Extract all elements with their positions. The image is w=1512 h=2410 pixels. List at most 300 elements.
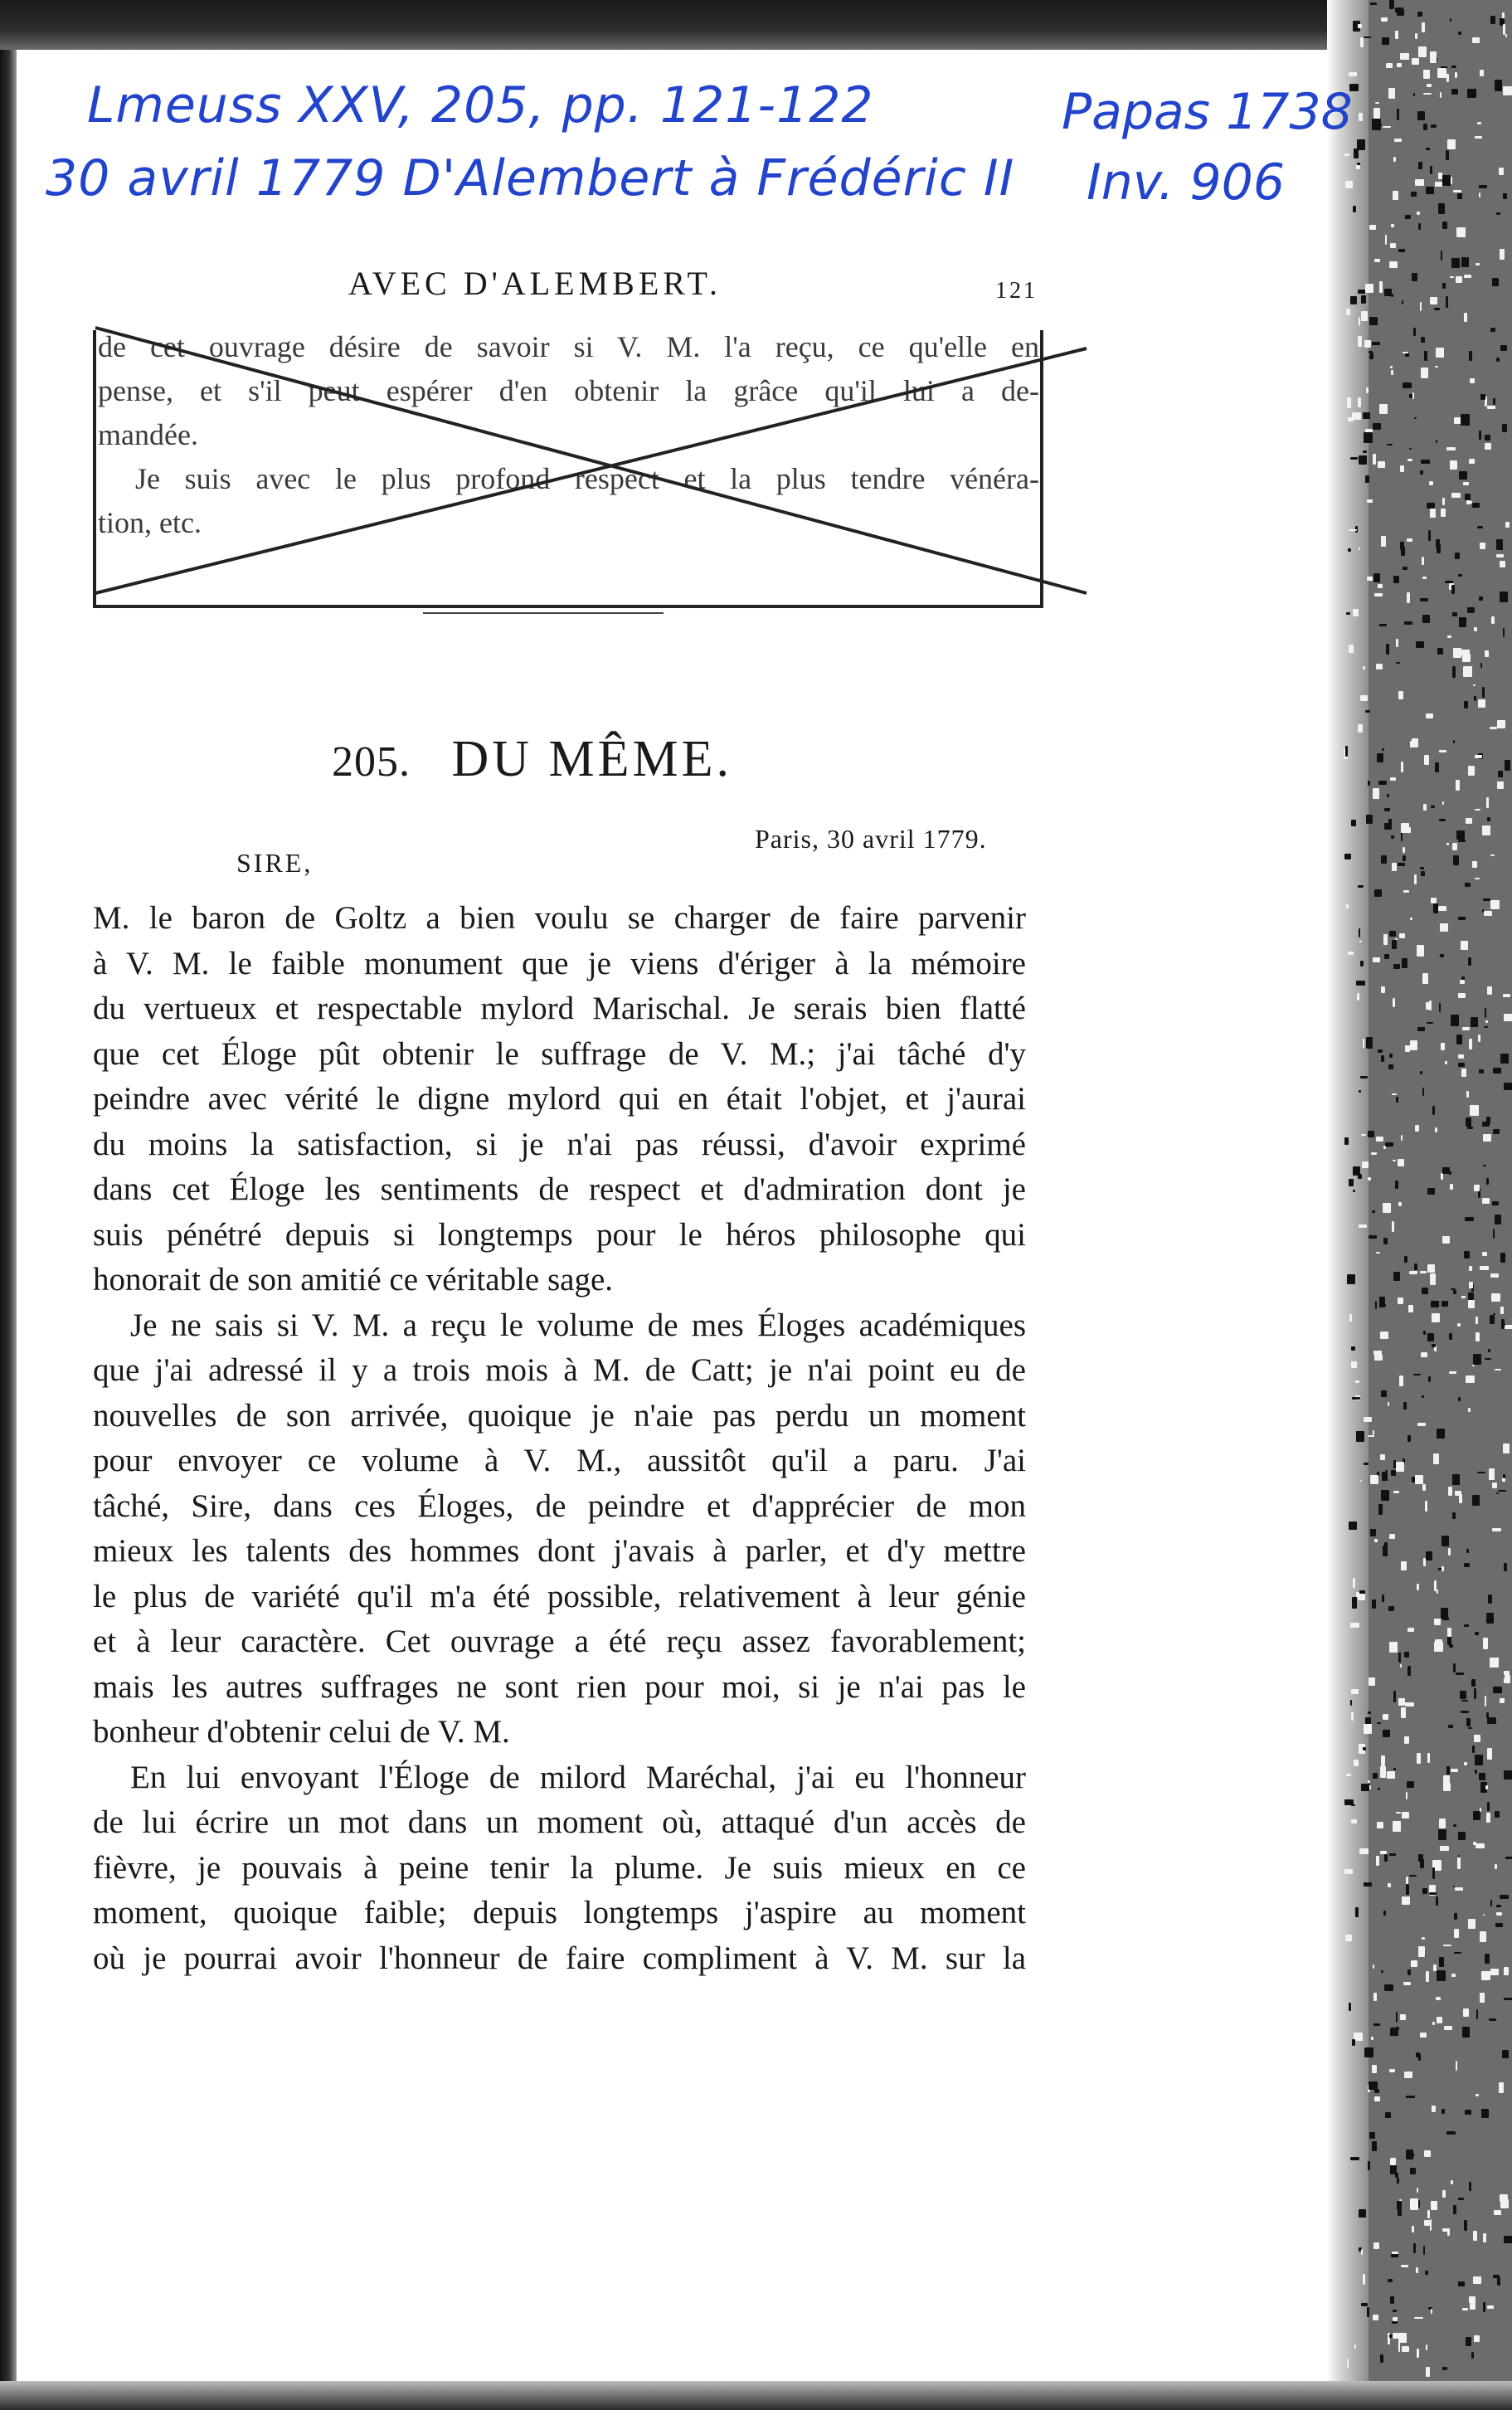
scan-speck xyxy=(1361,1134,1366,1136)
scan-speck xyxy=(1479,185,1487,188)
scan-speck xyxy=(1460,1691,1467,1700)
scan-speck xyxy=(1493,1229,1495,1238)
scan-speck xyxy=(1462,1027,1470,1030)
scan-speck xyxy=(1417,111,1426,120)
scan-speck xyxy=(1377,1822,1383,1828)
scan-speck xyxy=(1456,1035,1461,1044)
scan-speck xyxy=(1463,666,1472,677)
scan-speck xyxy=(1475,1755,1483,1765)
scan-speck xyxy=(1434,1580,1437,1591)
scan-speck xyxy=(1373,2242,1379,2248)
scan-speck xyxy=(1350,1623,1359,1627)
scan-speck xyxy=(1378,1504,1383,1516)
scan-speck xyxy=(1457,1323,1461,1326)
scan-right-margin-edge xyxy=(1327,0,1369,2410)
scan-speck xyxy=(1466,1375,1475,1383)
scan-speck xyxy=(1505,34,1507,38)
scan-speck xyxy=(1363,412,1370,419)
scan-speck xyxy=(1465,2110,1471,2115)
scan-speck xyxy=(1380,1851,1387,1854)
scan-speck xyxy=(1432,1867,1435,1879)
scan-speck xyxy=(1405,353,1409,357)
scan-speck xyxy=(1409,1875,1417,1877)
scan-speck xyxy=(1392,863,1397,871)
scan-speck xyxy=(1503,193,1508,198)
scan-speck xyxy=(1487,817,1490,821)
scan-speck xyxy=(1492,1483,1496,1489)
scan-speck xyxy=(1457,193,1462,200)
scan-speck xyxy=(1358,24,1362,29)
scan-speck xyxy=(1438,173,1442,179)
scan-speck xyxy=(1398,1159,1404,1166)
scan-speck xyxy=(1464,313,1467,322)
scan-speck xyxy=(1354,2344,1356,2349)
scan-speck xyxy=(1418,1946,1425,1957)
scan-speck xyxy=(1380,1332,1388,1339)
scan-speck xyxy=(1502,2050,1510,2058)
body-line: nouvelles de son arrivée, quoique je n'aie pas perdu un moment xyxy=(93,1397,1026,1434)
scan-speck xyxy=(1497,781,1504,789)
scan-speck xyxy=(1381,986,1385,993)
scan-speck xyxy=(1490,1315,1495,1324)
scan-speck xyxy=(1492,278,1499,286)
scan-speck xyxy=(1454,1952,1461,1955)
scan-speck xyxy=(1407,1666,1411,1676)
crossed-line: tion, etc. xyxy=(98,506,202,539)
scan-speck xyxy=(1442,498,1445,505)
scan-speck xyxy=(1389,1534,1395,1539)
scan-speck xyxy=(1392,1093,1398,1095)
scan-speck xyxy=(1398,1298,1403,1304)
scan-speck xyxy=(1492,1201,1500,1206)
scan-speck xyxy=(1367,2307,1369,2317)
scan-speck xyxy=(1476,1332,1480,1342)
scan-speck xyxy=(1493,1129,1500,1134)
scan-speck xyxy=(1474,1735,1481,1742)
scan-speck xyxy=(1368,1177,1371,1181)
scan-speck xyxy=(1369,317,1377,325)
scan-speck xyxy=(1423,1558,1425,1566)
scan-speck xyxy=(1479,1773,1485,1780)
scan-speck xyxy=(1392,940,1397,949)
body-line: bonheur d'obtenir celui de V. M. xyxy=(93,1714,510,1750)
scan-speck xyxy=(1454,1929,1460,1938)
scan-speck xyxy=(1487,986,1492,995)
scan-speck xyxy=(1373,108,1380,119)
scan-speck xyxy=(1356,981,1365,986)
scan-speck xyxy=(1374,593,1383,596)
scan-speck xyxy=(1475,136,1482,139)
scan-speck xyxy=(1430,297,1438,304)
scan-speck xyxy=(1424,351,1427,362)
scan-speck xyxy=(1466,818,1472,824)
scan-speck xyxy=(1372,1599,1376,1609)
scan-speck xyxy=(1496,358,1500,361)
scan-speck xyxy=(1495,1369,1501,1371)
scan-speck xyxy=(1434,1619,1441,1625)
scan-speck xyxy=(1404,1256,1407,1263)
scan-speck xyxy=(1481,2109,1489,2118)
scan-speck xyxy=(1386,644,1389,655)
scan-speck xyxy=(1369,1235,1377,1239)
scan-speck xyxy=(1454,1913,1458,1920)
scan-speck xyxy=(1417,2188,1418,2193)
scan-speck xyxy=(1393,1821,1401,1832)
scan-speck xyxy=(1358,724,1363,733)
body-line: suis pénétré depuis si longtemps pour le héros philosophe qui xyxy=(93,1216,1026,1253)
scan-speck xyxy=(1397,2178,1399,2184)
scan-speck xyxy=(1462,2027,1471,2038)
scan-speck xyxy=(1410,918,1413,919)
scan-speck xyxy=(1350,457,1358,460)
scan-speck xyxy=(1430,1273,1437,1285)
body-line: honorait de son amitié ce véritable sage. xyxy=(93,1262,614,1298)
scan-speck xyxy=(1490,854,1495,857)
scan-speck xyxy=(1416,2052,1420,2057)
scan-speck xyxy=(1438,1829,1447,1840)
scan-speck xyxy=(1344,1137,1349,1145)
scan-speck xyxy=(1362,1161,1369,1168)
scan-speck xyxy=(1391,370,1393,375)
scan-speck xyxy=(1480,1993,1485,2003)
annotation-archive: Papas 1738 xyxy=(1062,83,1353,141)
scan-speck xyxy=(1410,2198,1418,2209)
scan-speck xyxy=(1489,1468,1495,1480)
scan-speck xyxy=(1393,191,1399,200)
scan-speck xyxy=(1503,628,1505,637)
scan-speck xyxy=(1417,1753,1421,1764)
scan-speck xyxy=(1436,1997,1441,2000)
scan-speck xyxy=(1373,1430,1374,1435)
scan-speck xyxy=(1448,1487,1452,1496)
scan-speck xyxy=(1502,424,1507,433)
scan-speck xyxy=(1479,1069,1484,1074)
scan-speck xyxy=(1449,1171,1451,1175)
scan-speck xyxy=(1349,529,1357,531)
scan-speck xyxy=(1446,296,1448,307)
scan-speck xyxy=(1393,157,1396,162)
scan-speck xyxy=(1486,1178,1488,1185)
scan-speck xyxy=(1371,1152,1377,1155)
scan-speck xyxy=(1450,18,1451,22)
scan-speck xyxy=(1350,296,1357,304)
scan-speck xyxy=(1428,530,1431,540)
scan-speck xyxy=(1450,1184,1453,1190)
scan-speck xyxy=(1384,1854,1388,1862)
scan-speck xyxy=(1431,2309,1433,2314)
scan-speck xyxy=(1422,1484,1425,1491)
scan-speck xyxy=(1476,263,1480,265)
body-line: que cet Éloge pût obtenir le suffrage de V. M.; j'ai tâché d'y xyxy=(93,1035,1026,1072)
scan-speck xyxy=(1394,139,1401,142)
scan-speck xyxy=(1424,2220,1430,2227)
scan-speck xyxy=(1484,1026,1488,1028)
scan-speck xyxy=(1414,1263,1417,1270)
scan-speck xyxy=(1422,1088,1424,1095)
scan-speck xyxy=(1417,12,1423,17)
scan-speck xyxy=(1485,650,1489,657)
scan-speck xyxy=(1456,780,1460,791)
scan-speck xyxy=(1500,249,1505,260)
scan-speck xyxy=(1439,1003,1442,1012)
scan-speck xyxy=(1481,1971,1490,1980)
crossed-line: de cet ouvrage désire de savoir si V. M. l'a reçu, ce qu'elle en xyxy=(98,330,1039,363)
scan-speck xyxy=(1456,830,1465,840)
scan-speck xyxy=(1389,931,1395,937)
scan-speck xyxy=(1451,585,1455,594)
letter-body xyxy=(93,896,1026,1981)
scan-speck xyxy=(1423,70,1429,78)
scan-speck xyxy=(1418,223,1422,230)
scan-speck xyxy=(1468,766,1475,776)
scan-speck xyxy=(1409,1271,1417,1274)
scan-speck xyxy=(1431,124,1436,128)
scan-speck xyxy=(1363,1039,1364,1048)
scan-speck xyxy=(1387,1771,1395,1779)
scan-speck xyxy=(1503,86,1512,96)
scan-speck xyxy=(1404,1736,1410,1744)
scan-speck xyxy=(1352,1597,1358,1609)
scan-speck xyxy=(1413,328,1416,336)
scan-speck xyxy=(1490,1273,1499,1278)
scan-speck xyxy=(1468,1408,1471,1412)
scan-speck xyxy=(1396,1462,1404,1472)
scan-speck xyxy=(1495,80,1502,91)
scan-speck xyxy=(1475,809,1480,811)
scan-speck xyxy=(1503,994,1510,997)
scan-speck xyxy=(1415,33,1417,39)
scan-speck xyxy=(1369,225,1375,230)
scan-speck xyxy=(1420,598,1428,602)
scan-speck xyxy=(1375,1301,1378,1309)
scan-speck xyxy=(1485,1358,1490,1360)
scan-speck xyxy=(1482,825,1491,836)
scan-speck xyxy=(1410,2153,1413,2157)
scan-speck xyxy=(1446,447,1456,451)
scan-speck xyxy=(1463,482,1469,486)
scan-speck xyxy=(1485,1785,1488,1790)
scan-speck xyxy=(1446,1766,1450,1775)
scan-speck xyxy=(1382,1594,1384,1602)
scan-speck xyxy=(1450,460,1457,470)
scan-speck xyxy=(1393,2310,1396,2312)
scan-speck xyxy=(1349,2003,1351,2012)
scan-speck xyxy=(1360,695,1368,701)
scan-speck xyxy=(1485,1954,1489,1963)
scan-speck xyxy=(1373,1773,1378,1779)
scan-speck xyxy=(1365,284,1373,294)
scan-speck xyxy=(1369,355,1373,359)
scan-speck xyxy=(1363,2274,1365,2286)
scan-speck xyxy=(1477,526,1483,528)
scan-speck xyxy=(1349,72,1357,76)
scan-speck xyxy=(1500,1698,1505,1702)
scan-speck xyxy=(1460,980,1464,984)
scan-speck xyxy=(1395,7,1404,12)
scan-speck xyxy=(1480,70,1484,76)
scan-speck xyxy=(1370,2,1377,5)
scan-speck xyxy=(1453,190,1461,192)
scan-speck xyxy=(1403,855,1406,862)
scan-speck xyxy=(1451,493,1461,498)
body-line: mais les autres suffrages ne sont rien pour moi, si je n'ai pas le xyxy=(93,1668,1026,1705)
scan-speck xyxy=(1376,1856,1379,1867)
scan-speck xyxy=(1384,1984,1393,1991)
scan-speck xyxy=(1461,650,1470,656)
scan-speck xyxy=(1447,139,1456,148)
scan-speck xyxy=(1358,1594,1365,1600)
scan-speck xyxy=(1432,1313,1440,1322)
scan-speck xyxy=(1398,2340,1401,2352)
scan-speck xyxy=(1384,823,1392,829)
scan-speck xyxy=(1379,1297,1385,1307)
scan-speck xyxy=(1368,1711,1371,1714)
scan-speck xyxy=(1435,1127,1437,1132)
scan-speck xyxy=(1345,746,1348,757)
annotation-date: 30 avril 1779 D'Alembert à Frédéric II xyxy=(46,149,1015,207)
scan-speck xyxy=(1480,1931,1486,1943)
scan-speck xyxy=(1381,1490,1389,1501)
scan-speck xyxy=(1459,471,1467,480)
scan-speck xyxy=(1447,635,1451,638)
scan-speck xyxy=(1476,2009,1479,2019)
scan-speck xyxy=(1400,53,1409,59)
scan-speck xyxy=(1408,1305,1413,1312)
scan-speck xyxy=(1505,1675,1510,1681)
scan-speck xyxy=(1497,2277,1500,2285)
scan-speck xyxy=(1442,2228,1449,2232)
scan-speck xyxy=(1490,1969,1500,1975)
scan-speck xyxy=(1504,1083,1512,1090)
scan-speck xyxy=(1373,124,1382,127)
scan-speck xyxy=(1349,1521,1357,1530)
scan-speck xyxy=(1413,2243,1416,2254)
scan-speck xyxy=(1382,37,1389,45)
scan-speck xyxy=(1431,806,1436,809)
scan-speck xyxy=(1376,664,1382,669)
scan-speck xyxy=(1483,1638,1488,1649)
scan-speck xyxy=(1359,113,1364,121)
scan-speck xyxy=(1482,687,1485,698)
scan-speck xyxy=(1361,2249,1363,2255)
scan-speck xyxy=(1368,1131,1374,1137)
scan-speck xyxy=(1504,1770,1512,1779)
scan-speck xyxy=(1422,615,1430,623)
scan-speck xyxy=(1376,1137,1383,1142)
scan-speck xyxy=(1422,1888,1427,1894)
scan-speck xyxy=(1403,382,1412,389)
letter-title: DU MÊME. xyxy=(451,731,733,787)
scan-speck xyxy=(1398,863,1406,865)
scan-speck xyxy=(1474,696,1477,700)
scan-speck xyxy=(1407,1435,1411,1442)
scan-speck xyxy=(1458,1832,1466,1840)
scan-speck xyxy=(1344,854,1350,859)
body-line: tâché, Sire, dans ces Éloges, de peindre et d'apprécier de mon xyxy=(93,1487,1026,1524)
scan-speck xyxy=(1401,1707,1407,1718)
scan-speck xyxy=(1355,1907,1359,1918)
scan-speck xyxy=(1490,727,1497,729)
scan-speck xyxy=(1500,1253,1506,1263)
scan-speck xyxy=(1346,612,1349,614)
scan-speck xyxy=(1388,88,1396,99)
scan-speck xyxy=(1476,1317,1478,1324)
scan-speck xyxy=(1420,2033,1426,2038)
scan-speck xyxy=(1437,68,1446,79)
scan-speck xyxy=(1380,2354,1384,2363)
scan-speck xyxy=(1455,72,1457,78)
scan-speck xyxy=(1405,1702,1414,1706)
scan-speck xyxy=(1407,459,1412,461)
scan-speck xyxy=(1458,32,1461,34)
scan-speck xyxy=(1422,1395,1424,1398)
scan-speck xyxy=(1437,2017,1442,2023)
scan-speck xyxy=(1461,1700,1468,1702)
scan-speck xyxy=(1457,1857,1461,1869)
scan-speck xyxy=(1467,1127,1473,1129)
scan-speck xyxy=(1358,290,1365,294)
scan-speck xyxy=(1432,2106,1435,2111)
scan-speck xyxy=(1397,2201,1402,2210)
scan-speck xyxy=(1388,1064,1394,1069)
scan-speck xyxy=(1452,1512,1456,1519)
scan-speck xyxy=(1422,577,1427,579)
scan-speck xyxy=(1504,1998,1511,2000)
scan-speck xyxy=(1435,762,1439,773)
scan-speck xyxy=(1498,1490,1506,1492)
scan-speck xyxy=(1442,283,1446,290)
scan-speck xyxy=(1424,2150,1431,2157)
scan-speck xyxy=(1470,2301,1476,2310)
scan-speck xyxy=(1381,855,1387,863)
scan-speck xyxy=(1369,1677,1375,1686)
letter-salutation: SIRE, xyxy=(236,848,314,878)
scan-speck xyxy=(1351,1346,1355,1351)
scan-speck xyxy=(1473,1811,1480,1819)
scan-speck xyxy=(1393,964,1399,969)
scan-speck xyxy=(1478,1035,1480,1043)
scan-speck xyxy=(1453,1824,1456,1827)
scan-speck xyxy=(1474,1688,1476,1699)
scan-speck xyxy=(1423,124,1427,130)
scan-speck xyxy=(1480,394,1485,400)
scan-speck xyxy=(1432,2022,1435,2026)
scan-speck xyxy=(1480,1266,1488,1270)
scan-speck xyxy=(1466,2337,1471,2346)
scan-speck xyxy=(1349,1179,1354,1186)
scan-speck xyxy=(1453,855,1459,865)
scan-speck xyxy=(1473,684,1476,686)
scan-speck xyxy=(1401,762,1403,772)
scan-speck xyxy=(1423,2246,1426,2255)
scan-speck xyxy=(1384,808,1390,811)
scan-speck xyxy=(1354,1760,1359,1767)
scan-speck xyxy=(1398,1653,1400,1663)
scan-speck xyxy=(1504,1014,1512,1021)
scan-speck xyxy=(1442,175,1450,186)
scan-speck xyxy=(1412,738,1418,745)
scan-speck xyxy=(1486,1613,1494,1624)
page-number: 121 xyxy=(995,278,1038,304)
scan-speck xyxy=(1446,74,1449,83)
scan-speck xyxy=(1496,554,1504,557)
scan-speck xyxy=(1427,1753,1430,1763)
scan-speck xyxy=(1415,1475,1423,1483)
scan-speck xyxy=(1353,609,1358,616)
scan-speck xyxy=(1367,499,1372,503)
scan-speck xyxy=(1487,1802,1490,1811)
scan-speck xyxy=(1363,1747,1366,1750)
